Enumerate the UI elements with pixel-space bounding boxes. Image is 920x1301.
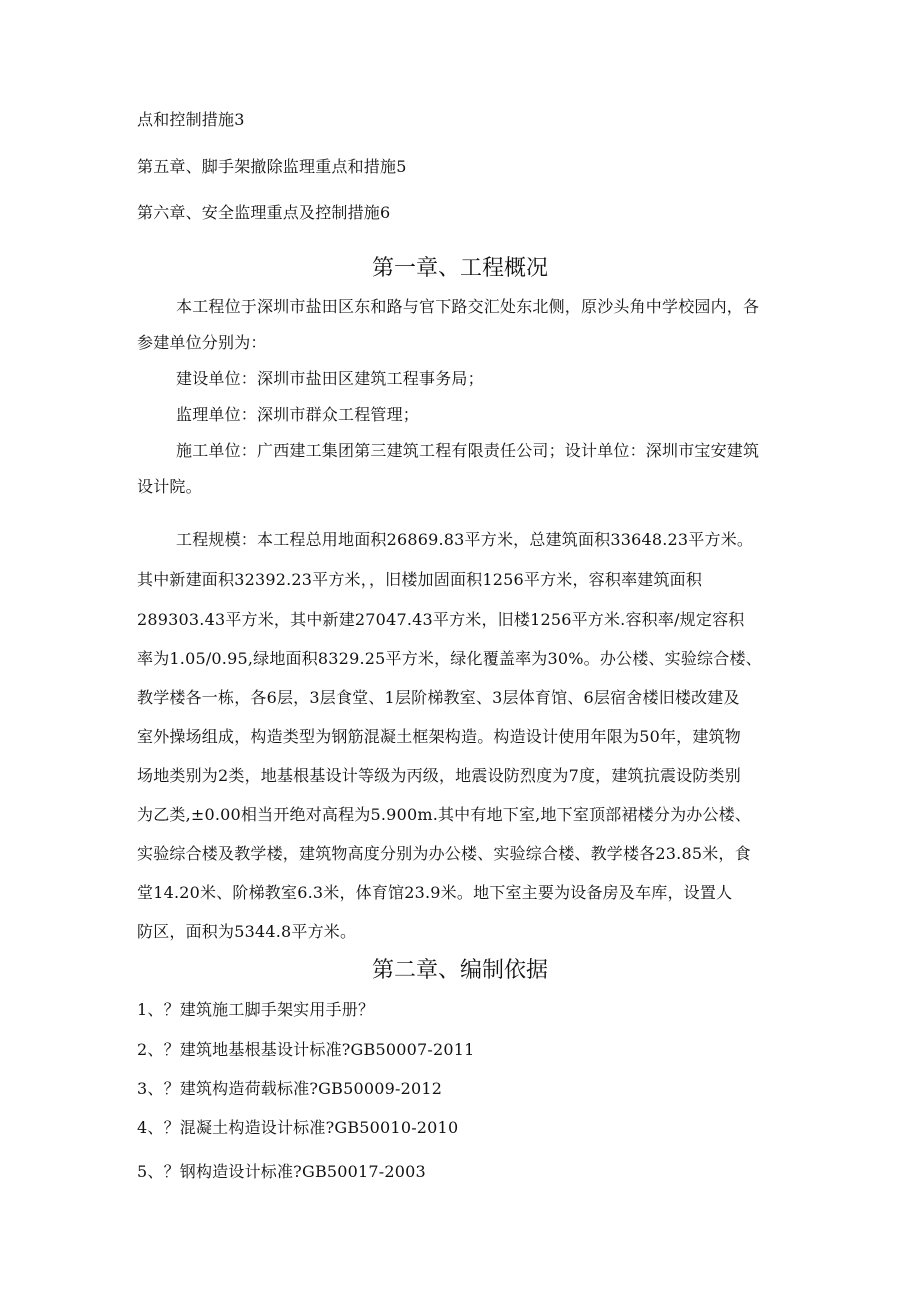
project-scale-line: 室外操场组成，构造类型为钢筋混凝土框架构造。构造设计使用年限为50年，建筑物: [137, 727, 741, 746]
project-scale-line: 防区，面积为5344.8平方米。: [137, 922, 357, 941]
project-scale-line: 为乙类,±0.00相当开绝对高程为5.900m.其中有地下室,地下室顶部裙楼分为办公楼、: [137, 805, 752, 824]
project-intro-line-2: 参建单位分别为：: [137, 333, 267, 352]
contractor-line-2: 设计院。: [137, 477, 202, 496]
contractor-line-1: 施工单位：广西建工集团第三建筑工程有限责任公司；设计单位：深圳市宝安建筑: [176, 441, 760, 460]
project-scale-line: 实验综合楼及教学楼，建筑物高度分别为办公楼、实验综合楼、教学楼各23.85米，食: [137, 844, 751, 863]
toc-entry-control-measures: 点和控制措施3: [137, 110, 245, 129]
reference-item: 4、？混凝土构造设计标准?GB50010-2010: [137, 1118, 459, 1137]
chapter-2-title: 第二章、编制依据: [371, 958, 548, 983]
construction-unit: 建设单位：深圳市盐田区建筑工程事务局；: [176, 369, 484, 388]
chapter-1-title: 第一章、工程概况: [371, 256, 548, 281]
project-intro-line-1: 本工程位于深圳市盐田区东和路与官下路交汇处东北侧，原沙头角中学校园内，各: [176, 297, 760, 316]
reference-item: 2、？建筑地基根基设计标准?GB50007-2011: [137, 1040, 475, 1059]
project-scale-line: 场地类别为2类，地基根基设计等级为丙级，地震设防烈度为7度，建筑抗震设防类别: [137, 766, 741, 785]
toc-entry-chapter-6: 第六章、安全监理重点及控制措施6: [137, 203, 391, 222]
project-scale-line: 教学楼各一栋，各6层，3层食堂、1层阶梯教室、3层体育馆、6层宿舍楼旧楼改建及: [137, 688, 740, 707]
toc-entry-chapter-5: 第五章、脚手架撤除监理重点和措施5: [137, 157, 407, 176]
reference-item: 5、？钢构造设计标准?GB50017-2003: [137, 1162, 426, 1181]
project-scale-line: 其中新建面积32392.23平方米，，旧楼加固面积1256平方米，容积率建筑面积: [137, 570, 703, 589]
reference-item: 1、？建筑施工脚手架实用手册？: [137, 1000, 375, 1019]
project-scale-line: 堂14.20米、阶梯教室6.3米，体育馆23.9米。地下室主要为设备房及车库，设置人: [137, 883, 733, 902]
supervision-unit: 监理单位：深圳市群众工程管理；: [176, 405, 420, 424]
reference-item: 3、？建筑构造荷载标准?GB50009-2012: [137, 1079, 443, 1098]
project-scale-line: 289303.43平方米，其中新建27047.43平方米，旧楼1256平方米.容积率/规定容积: [137, 610, 745, 629]
project-scale-line: 工程规模：本工程总用地面积26869.83平方米，总建筑面积33648.23平方米。: [176, 530, 754, 549]
project-scale-line: 率为1.05/0.95,绿地面积8329.25平方米，绿化覆盖率为30%。办公楼、实验综合楼、: [137, 649, 762, 668]
